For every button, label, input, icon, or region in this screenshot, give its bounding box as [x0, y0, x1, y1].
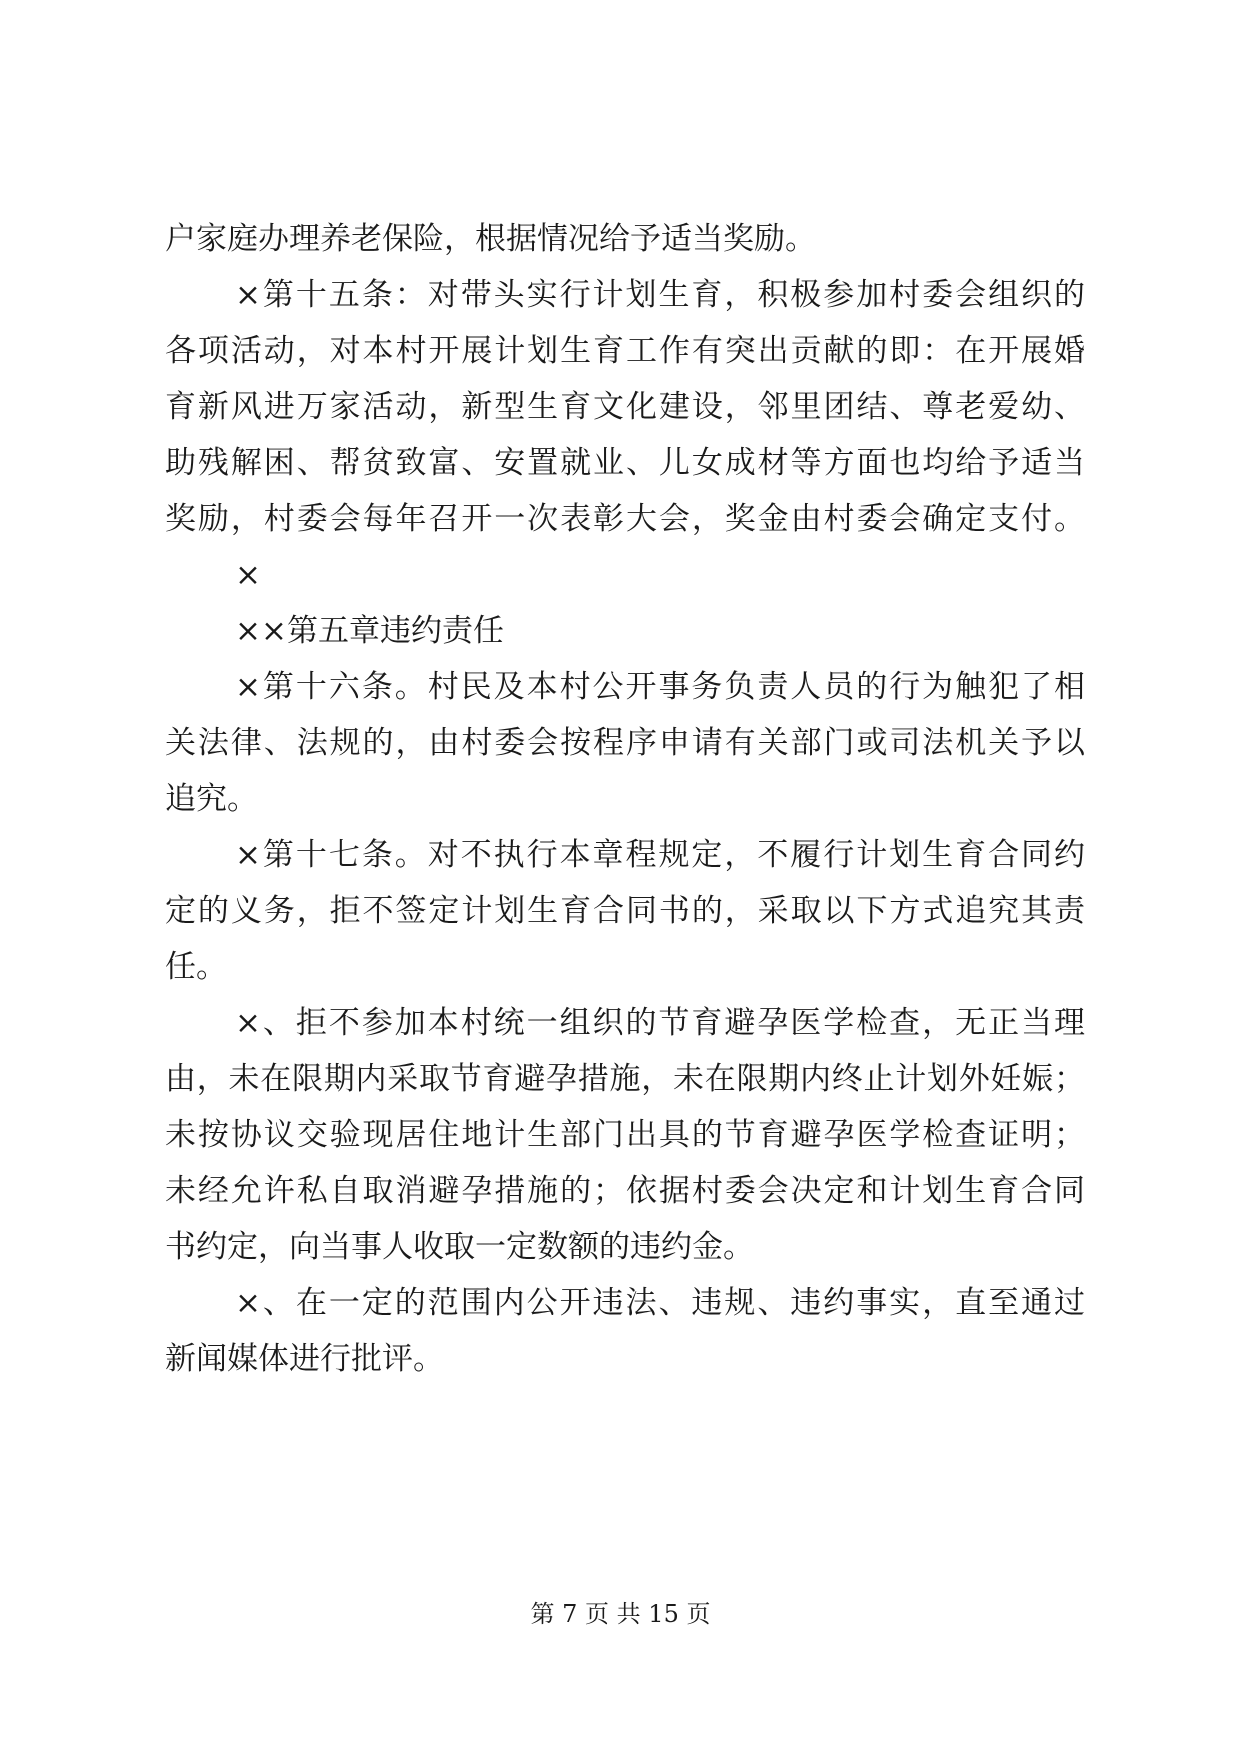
text-line: 由，未在限期内采取节育避孕措施，未在限期内终止计划外妊娠； [165, 1061, 1085, 1097]
text-line: 各项活动，对本村开展计划生育工作有突出贡献的即：在开展婚 [165, 333, 1085, 369]
text-line: 育新风进万家活动，新型生育文化建设，邻里团结、尊老爱幼、 [165, 389, 1085, 425]
list-item: ×、在一定的范围内公开违法、违规、违约事实，直至通过 [235, 1285, 1085, 1321]
text-line: 户家庭办理养老保险，根据情况给予适当奖励。 [165, 221, 816, 257]
text-line: 追究。 [165, 781, 258, 817]
chapter-heading: ××第五章违约责任 [235, 613, 504, 649]
text-line: 奖励，村委会每年召开一次表彰大会，奖金由村委会确定支付。 [165, 501, 1085, 537]
text-line: × [235, 557, 261, 593]
text-line: 新闻媒体进行批评。 [165, 1341, 444, 1377]
text-line: 书约定，向当事人收取一定数额的违约金。 [165, 1229, 754, 1265]
text-line: 未按协议交验现居住地计生部门出具的节育避孕医学检查证明； [165, 1117, 1085, 1153]
list-item: ×、拒不参加本村统一组织的节育避孕医学检查，无正当理 [235, 1005, 1085, 1041]
text-line: 定的义务，拒不签定计划生育合同书的，采取以下方式追究其责 [165, 893, 1085, 929]
text-line: 未经允许私自取消避孕措施的；依据村委会决定和计划生育合同 [165, 1173, 1085, 1209]
page-number: 第 7 页 共 15 页 [530, 1600, 711, 1628]
text-line: 助残解困、帮贫致富、安置就业、儿女成材等方面也均给予适当 [165, 445, 1085, 481]
article-15-heading: ×第十五条：对带头实行计划生育，积极参加村委会组织的 [235, 277, 1085, 313]
article-17-heading: ×第十七条。对不执行本章程规定，不履行计划生育合同约 [235, 837, 1085, 873]
article-16-heading: ×第十六条。村民及本村公开事务负责人员的行为触犯了相 [235, 669, 1085, 705]
text-line: 任。 [165, 949, 227, 985]
text-line: 关法律、法规的，由村委会按程序申请有关部门或司法机关予以 [165, 725, 1085, 761]
